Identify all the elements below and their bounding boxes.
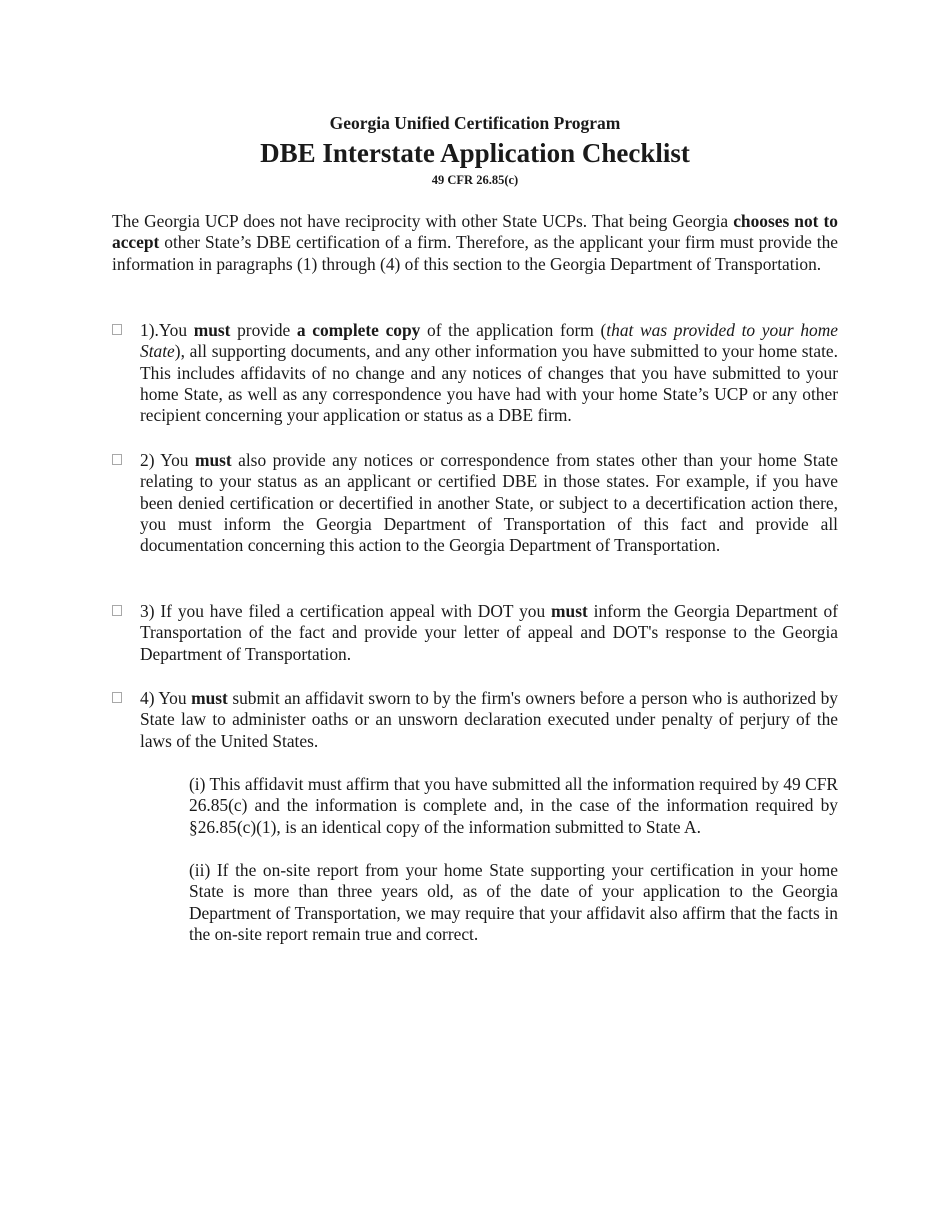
- checkbox[interactable]: [112, 324, 122, 335]
- intro-text-2: other State’s DBE certification of a firm. Therefore, as the applicant your firm must provide the information in paragraphs (1) through (4) of this section to the Georgia Department of Transportation.: [112, 232, 838, 274]
- affidavit-subitem-ii: (ii) If the on-site report from your home State supporting your certification in your home State is more than three years old, as of the date of your application to the Georgia Department of Transportation, we may require that your affidavit also affirm that the facts in the on-site report remain true and correct.: [189, 860, 838, 944]
- checklist-item-text: 1).You must provide a complete copy of the application form (that was provided to your home State), all supporting documents, and any other information you have submitted to your home state. This includes affidavits of no change and any notices of changes that you have submitted to your home State, as well as any correspondence you have had with your home State’s UCP or any other recipient concerning your application or status as a DBE firm.: [140, 320, 838, 426]
- checklist-item-1: [112, 320, 838, 426]
- checkbox[interactable]: [112, 605, 122, 616]
- checklist-item-text: 4) You must submit an affidavit sworn to by the firm's owners before a person who is authorized by State law to administer oaths or an unsworn declaration executed under penalty of perjury of the laws of the United States.: [140, 688, 839, 751]
- intro-text-1: The Georgia UCP does not have reciprocity with other State UCPs. That being Georgia: [112, 211, 734, 231]
- cfr-reference: 49 CFR 26.85(c): [431, 173, 519, 187]
- checkbox[interactable]: [112, 692, 122, 703]
- intro-paragraph: [112, 211, 838, 275]
- checklist-item-2: [112, 450, 838, 556]
- intro-emphasis: chooses not to accept: [112, 211, 838, 253]
- page-title: DBE Interstate Application Checklist: [260, 138, 690, 168]
- affidavit-subitem-i: (i) This affidavit must affirm that you have submitted all the information required by 49 CFR 26.85(c) and the information is complete and, in the case of the information required by §26.85(c)(1), is an identical copy of the information submitted to State A.: [189, 774, 838, 837]
- checklist-item-4: [112, 688, 838, 752]
- document-header: [0, 112, 950, 189]
- checklist-item-3: [112, 601, 838, 665]
- checkbox[interactable]: [112, 454, 122, 465]
- checklist-item-text: 2) You must also provide any notices or correspondence from states other than your home State relating to your status as an applicant or certified DBE in those states. For example, if you have been denied certification or decertified in another State, or subject to a decertification action there, you must inform the Georgia Department of Transportation of this fact and provide all documentation concerning this action to the Georgia Department of Transportation.: [140, 450, 839, 556]
- program-name: Georgia Unified Certification Program: [329, 113, 621, 133]
- checklist-item-text: 3) If you have filed a certification appeal with DOT you must inform the Georgia Department of Transportation of the fact and provide your letter of appeal and DOT's response to the Georgia Department of Transportation.: [140, 601, 838, 664]
